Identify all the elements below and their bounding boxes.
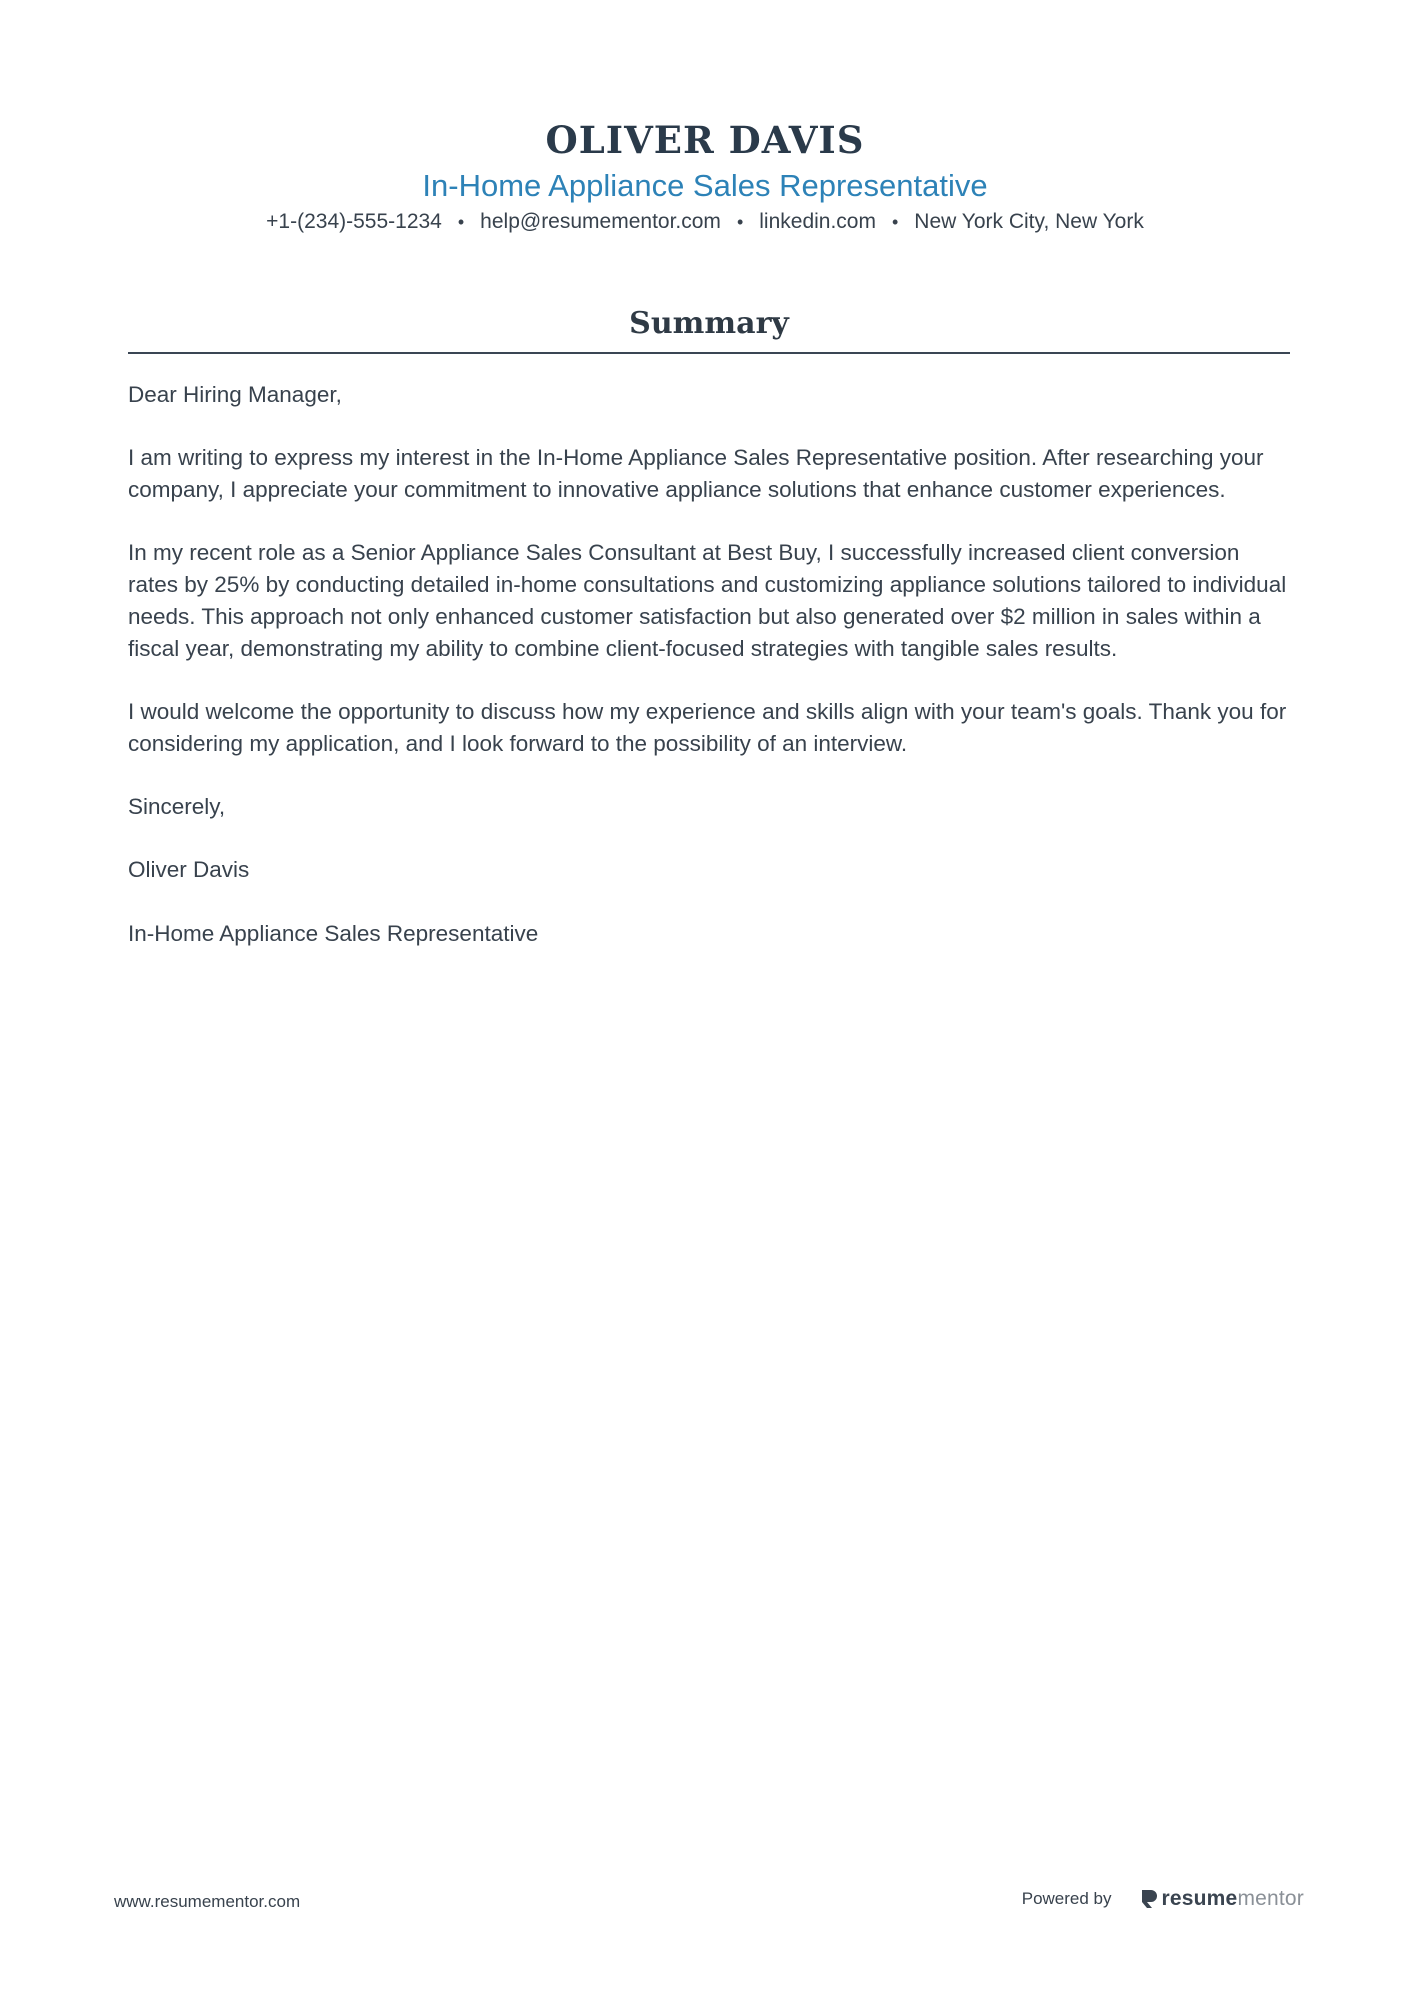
signature-name: Oliver Davis (128, 857, 250, 883)
powered-by-label: Powered by (1021, 1889, 1112, 1908)
contact-email[interactable]: help@resumementor.com (480, 210, 721, 233)
resumementor-logo-icon (1140, 1888, 1158, 1910)
footer-website[interactable]: www.resumementor.com (114, 1892, 301, 1911)
contact-linkedin[interactable]: linkedin.com (759, 210, 876, 233)
letter-header (0, 116, 1410, 236)
letter-greeting: Dear Hiring Manager, (128, 382, 342, 407)
resumementor-logo[interactable] (1140, 1887, 1304, 1911)
contact-separator: • (457, 212, 465, 232)
signature-title: In-Home Appliance Sales Representative (128, 920, 539, 946)
logo-wordmark-light: mentor (1237, 1887, 1304, 1910)
logo-wordmark (1162, 1887, 1304, 1911)
letter-body (128, 379, 1290, 981)
letter-paragraph-3: I would welcome the opportunity to discuss how my experience and skills align with your team's goals. Thank you for considering my application, and I look forward to the possibility of an interview. (128, 698, 1287, 756)
letter-paragraph-2: In my recent role as a Senior Appliance Sales Consultant at Best Buy, I successfully increased client conversion rates by 25% by conducting detailed in-home consultations and customizing appliance solutions tailored to individual needs. This approach not only enhanced customer satisfaction but also generated over $2 million in sales within a fiscal year, demonstrating my ability to combine client-focused strategies with tangible sales results. (128, 540, 1287, 661)
contact-line (0, 208, 1410, 236)
logo-wordmark-bold: resume (1161, 1887, 1238, 1910)
letter-closing: Sincerely, (128, 794, 226, 820)
section-title-summary: Summary (629, 306, 789, 341)
contact-separator: • (736, 212, 744, 232)
candidate-title: In-Home Appliance Sales Representative (422, 168, 988, 203)
candidate-name: OLIVER DAVIS (545, 118, 865, 162)
letter-paragraph-1: I am writing to express my interest in the In-Home Appliance Sales Representative position. After researching your company, I appreciate your commitment to innovative appliance solutions that enhance customer experiences. (128, 445, 1264, 503)
contact-separator: • (891, 212, 899, 232)
section-divider (128, 352, 1290, 354)
contact-location: New York City, New York (914, 210, 1144, 233)
contact-phone: +1-(234)-555-1234 (266, 210, 442, 233)
footer-branding (1022, 1887, 1304, 1911)
